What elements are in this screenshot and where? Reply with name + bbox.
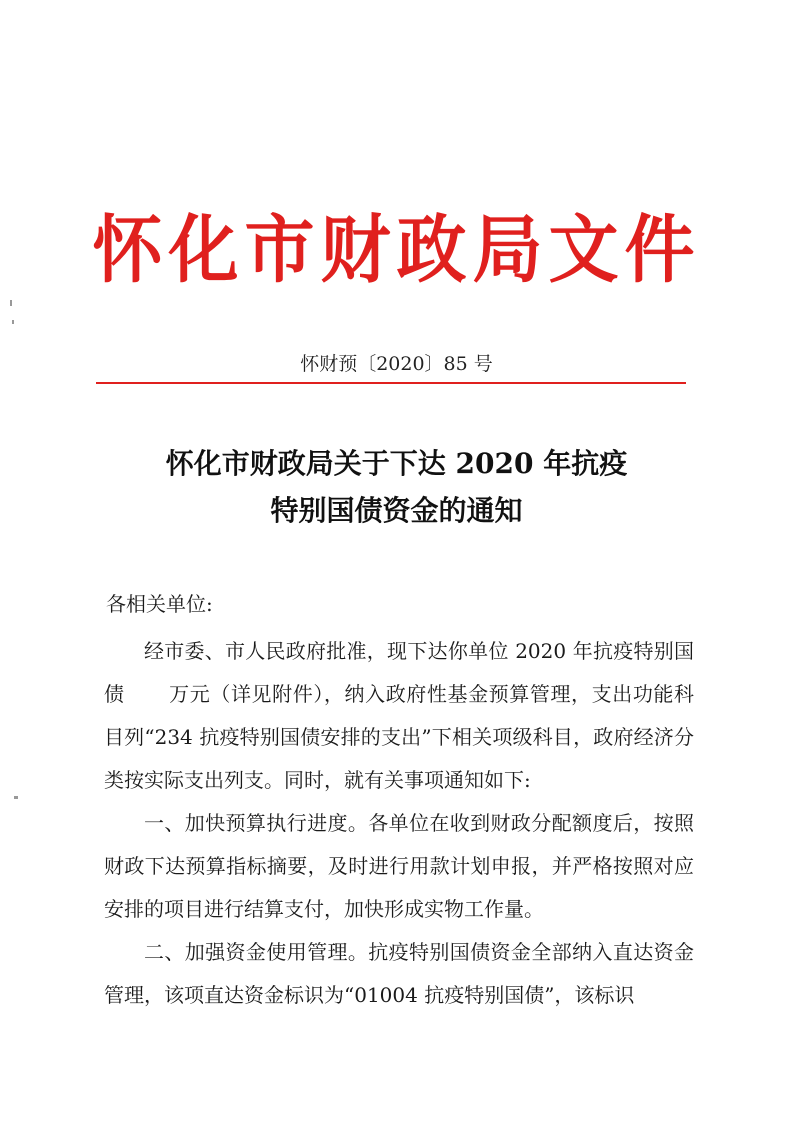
red-divider-line (96, 382, 686, 384)
document-number: 怀财预〔2020〕85 号 (300, 353, 493, 375)
masthead-title: 怀化市财政局文件 (92, 206, 701, 294)
paragraph-1-part-b: 万元（详见附件），纳入政府性基金预算管理，支出功能科目列“234 抗疫特别国债安排的支出”下相关项级科目，政府经济分类按实际支出列支。同时，就有关事项通知如下: (104, 682, 695, 792)
scan-mark (14, 796, 18, 799)
document-title-line-2: 特别国债资金的通知 (270, 494, 523, 527)
body-text (104, 630, 694, 1017)
salutation: 各相关单位: (106, 592, 213, 616)
paragraph-3: 二、加强资金使用管理。抗疫特别国债资金全部纳入直达资金管理，该项直达资金标识为“01004 抗疫特别国债”，该标识 (104, 940, 694, 1007)
document-title-line-1: 怀化市财政局关于下达 2020 年抗疫 (165, 447, 628, 480)
scan-mark (12, 320, 14, 324)
paragraph-1 (104, 630, 694, 802)
paragraph-2: 一、加快预算执行进度。各单位在收到财政分配额度后，按照财政下达预算指标摘要，及时进行用款计划申报，并严格按照对应安排的项目进行结算支付，加快形成实物工作量。 (104, 811, 694, 921)
scan-mark (10, 300, 12, 306)
paragraph-1-part-a: 经市委、市人民政府批准，现下达你单位 2020 年抗疫特别国债 (104, 639, 694, 706)
